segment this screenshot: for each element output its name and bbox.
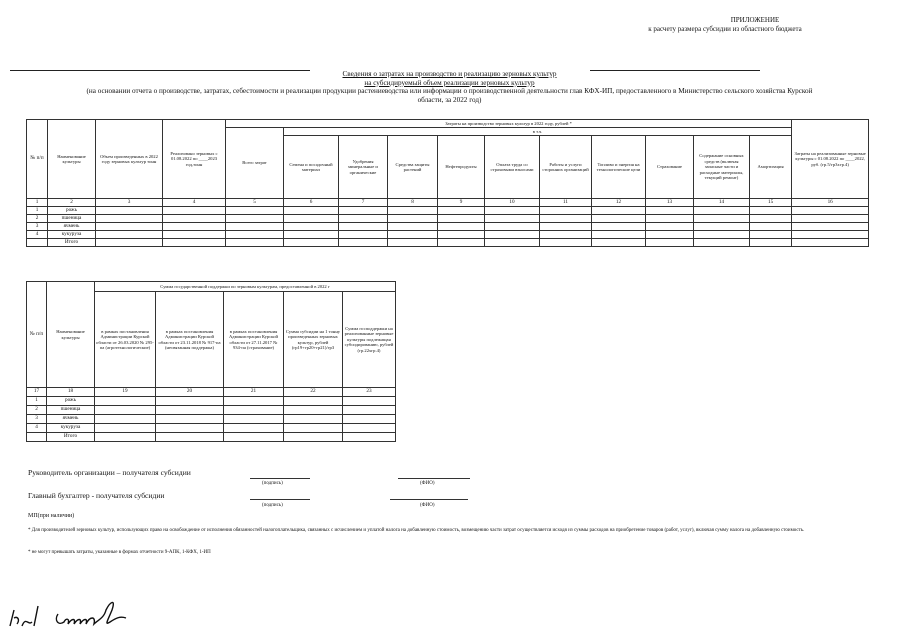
table-row [27, 207, 869, 215]
t2-row-num: 2 [27, 406, 47, 415]
appendix-subtitle: к расчету размера субсидии из областного бюджета [648, 25, 802, 33]
table-row [27, 231, 869, 239]
t1-row-culture: пшеница [48, 215, 96, 223]
t1-colnum: 9 [438, 199, 485, 207]
table-row [27, 415, 396, 424]
t1-colnum: 6 [284, 199, 339, 207]
t2-header-num: № п/п [27, 282, 47, 388]
t1-header-sale-costs: Затраты на реализованные зерновые культуры с 01.08.2022 по ____2022, руб. (гр.5/гр3хгр.4) [792, 120, 869, 199]
t1-colnum: 12 [592, 199, 646, 207]
heading-line-2: на субсидируемый объем реализации зерновых культур [364, 78, 535, 87]
t1-row-num: 2 [27, 215, 48, 223]
heading-line-1: Сведения о затратах на производство и реализацию зерновых культур [342, 70, 557, 78]
t1-colnum: 15 [750, 199, 792, 207]
t1-header-culture: Наименование культуры [48, 120, 96, 199]
t1-colnum: 14 [694, 199, 750, 207]
t1-colnum: 13 [646, 199, 694, 207]
accountant-fio-line [390, 499, 468, 500]
head-fio-caption: (ФИО) [420, 481, 435, 486]
t1-row-culture: ячмень [48, 223, 96, 231]
document-heading [10, 70, 889, 104]
costs-table [26, 119, 869, 247]
t1-colnum: 7 [339, 199, 388, 207]
t1-header-col: Страхование [646, 136, 694, 199]
t1-header-col: Удобрения минеральные и органические [339, 136, 388, 199]
appendix-block [600, 16, 850, 34]
t2-colnum: 19 [95, 388, 156, 397]
t2-row-culture: кукуруза [47, 424, 95, 433]
heading-line-4: области, за 2022 год) [417, 95, 482, 104]
t2-row-num: 3 [27, 415, 47, 424]
t1-colnum: 10 [485, 199, 540, 207]
accountant-sign-caption: (подпись) [262, 503, 283, 508]
table-row-total [27, 433, 396, 442]
t1-header-col: Содержание основных средств (включая запасные части и расходные материалы, текущий ремонт) [694, 136, 750, 199]
t2-row-num: 4 [27, 424, 47, 433]
t2-colnum: 21 [224, 388, 284, 397]
t2-header-culture: Наименование культуры [47, 282, 95, 388]
t2-row-culture: рожь [47, 397, 95, 406]
t1-header-col: Амортизация [750, 136, 792, 199]
table-row-total [27, 239, 869, 247]
t2-total-label: Итого [47, 433, 95, 442]
t1-header-volume: Объем произведенных в 2022 году зерновых культур тонн [96, 120, 163, 199]
t1-row-num: 3 [27, 223, 48, 231]
t1-colnum: 1 [27, 199, 48, 207]
t1-header-col: Средства защиты растений [388, 136, 438, 199]
accountant-signature-label: Главный бухгалтер - получателя субсидии [28, 491, 165, 500]
t2-header-col: в рамках постановления Администрации Курской области от 27.11.2017 № 934-па (страхование) [224, 292, 284, 388]
t1-row-culture: кукуруза [48, 231, 96, 239]
t1-header-num: № п/п [27, 120, 48, 199]
footnote-1: * Для производителей зерновых культур, использующих право на освобождение от исполнения обязанностей налогоплательщика, связанных с исчислением и уплатой налога на добавленную стоимость, возмещению части затрат осуществляется исходя из суммы расходов на приобретение товаров (работ, услуг), включая сумму налога на добавленную стоимость. [28, 528, 805, 533]
table-row [27, 397, 396, 406]
t2-header-col: Сумма господдержки на реализованные зерновые культуры подлежащая субсидированию, рублей (гр.22хгр.4) [343, 292, 396, 388]
table-row [27, 215, 869, 223]
head-signature-line [250, 478, 310, 479]
t2-header-group: Сумма государственной поддержки по зерновым культурам, предоставленной в 2022 г [95, 282, 396, 292]
head-sign-caption: (подпись) [262, 481, 283, 486]
t2-colnum: 23 [343, 388, 396, 397]
t1-row-num: 4 [27, 231, 48, 239]
table-row [27, 223, 869, 231]
t1-colnum: 5 [226, 199, 284, 207]
t2-header-col: Сумма субсидии на 1 тонну произведенных зерновых культур, рублей (гр19+гр20+гр21)/гр3 [284, 292, 343, 388]
t2-row-num: 1 [27, 397, 47, 406]
t1-colnum: 3 [96, 199, 163, 207]
t2-row-culture: пшеница [47, 406, 95, 415]
appendix-title: ПРИЛОЖЕНИЕ [730, 16, 780, 24]
t1-header-sold: Реализовано зерновых с 01.08.2022 по ____2023 год,тонн [163, 120, 226, 199]
t1-colnum: 8 [388, 199, 438, 207]
t2-header-col: в рамках постановления Администрации Курской области от 23.11.2018 № 917-па (несвязанная поддержка) [156, 292, 224, 388]
t1-colnum: 2 [48, 199, 96, 207]
t2-colnum: 20 [156, 388, 224, 397]
t2-colnum: 17 [27, 388, 47, 397]
head-fio-line [398, 478, 470, 479]
handwritten-signature [6, 596, 156, 636]
t1-total-label: Итого [48, 239, 96, 247]
t2-row-culture: ячмень [47, 415, 95, 424]
t1-header-costs-group: Затраты на производство зерновых культур в 2022 году, рублей * [226, 120, 792, 128]
t1-header-total: Всего затрат [226, 128, 284, 199]
t2-colnum: 22 [284, 388, 343, 397]
t2-colnum: 18 [47, 388, 95, 397]
t1-header-col: Топливо и энергия на технологические цели [592, 136, 646, 199]
t2-header-col: в рамках постановления Администрации Курской области от 26.03.2020 № 295-па (агротехнологические) [95, 292, 156, 388]
stamp-place: МП(при наличии) [28, 513, 75, 519]
t1-row-num: 1 [27, 207, 48, 215]
head-signature-label: Руководитель организации – получателя субсидии [28, 468, 191, 477]
footnote-2: * не могут превышать затраты, указанные в формах отчетности 9-АПК, 1-КФХ, 1-ИП [28, 550, 211, 555]
t1-header-col: Работы и услуги сторонних организаций [540, 136, 592, 199]
t1-header-incl: в т.ч. [284, 128, 792, 136]
t1-header-col: Семена и посадочный материал [284, 136, 339, 199]
t1-header-col: Оплата труда со страховыми взносами [485, 136, 540, 199]
accountant-fio-caption: (ФИО) [420, 503, 435, 508]
t1-colnum: 16 [792, 199, 869, 207]
table-row [27, 424, 396, 433]
t1-row-culture: рожь [48, 207, 96, 215]
table-row [27, 406, 396, 415]
heading-line-3: (на основании отчета о производстве, затратах, себестоимости и реализации продукции растениеводства или информации о производственной деятельности глав КФХ-ИП, предоставленного в Министерство сельского хозяйства Курской [86, 87, 813, 96]
t1-header-col: Нефтепродукты [438, 136, 485, 199]
t1-colnum: 4 [163, 199, 226, 207]
accountant-signature-line [250, 499, 310, 500]
t1-colnum: 11 [540, 199, 592, 207]
support-table [26, 281, 396, 442]
